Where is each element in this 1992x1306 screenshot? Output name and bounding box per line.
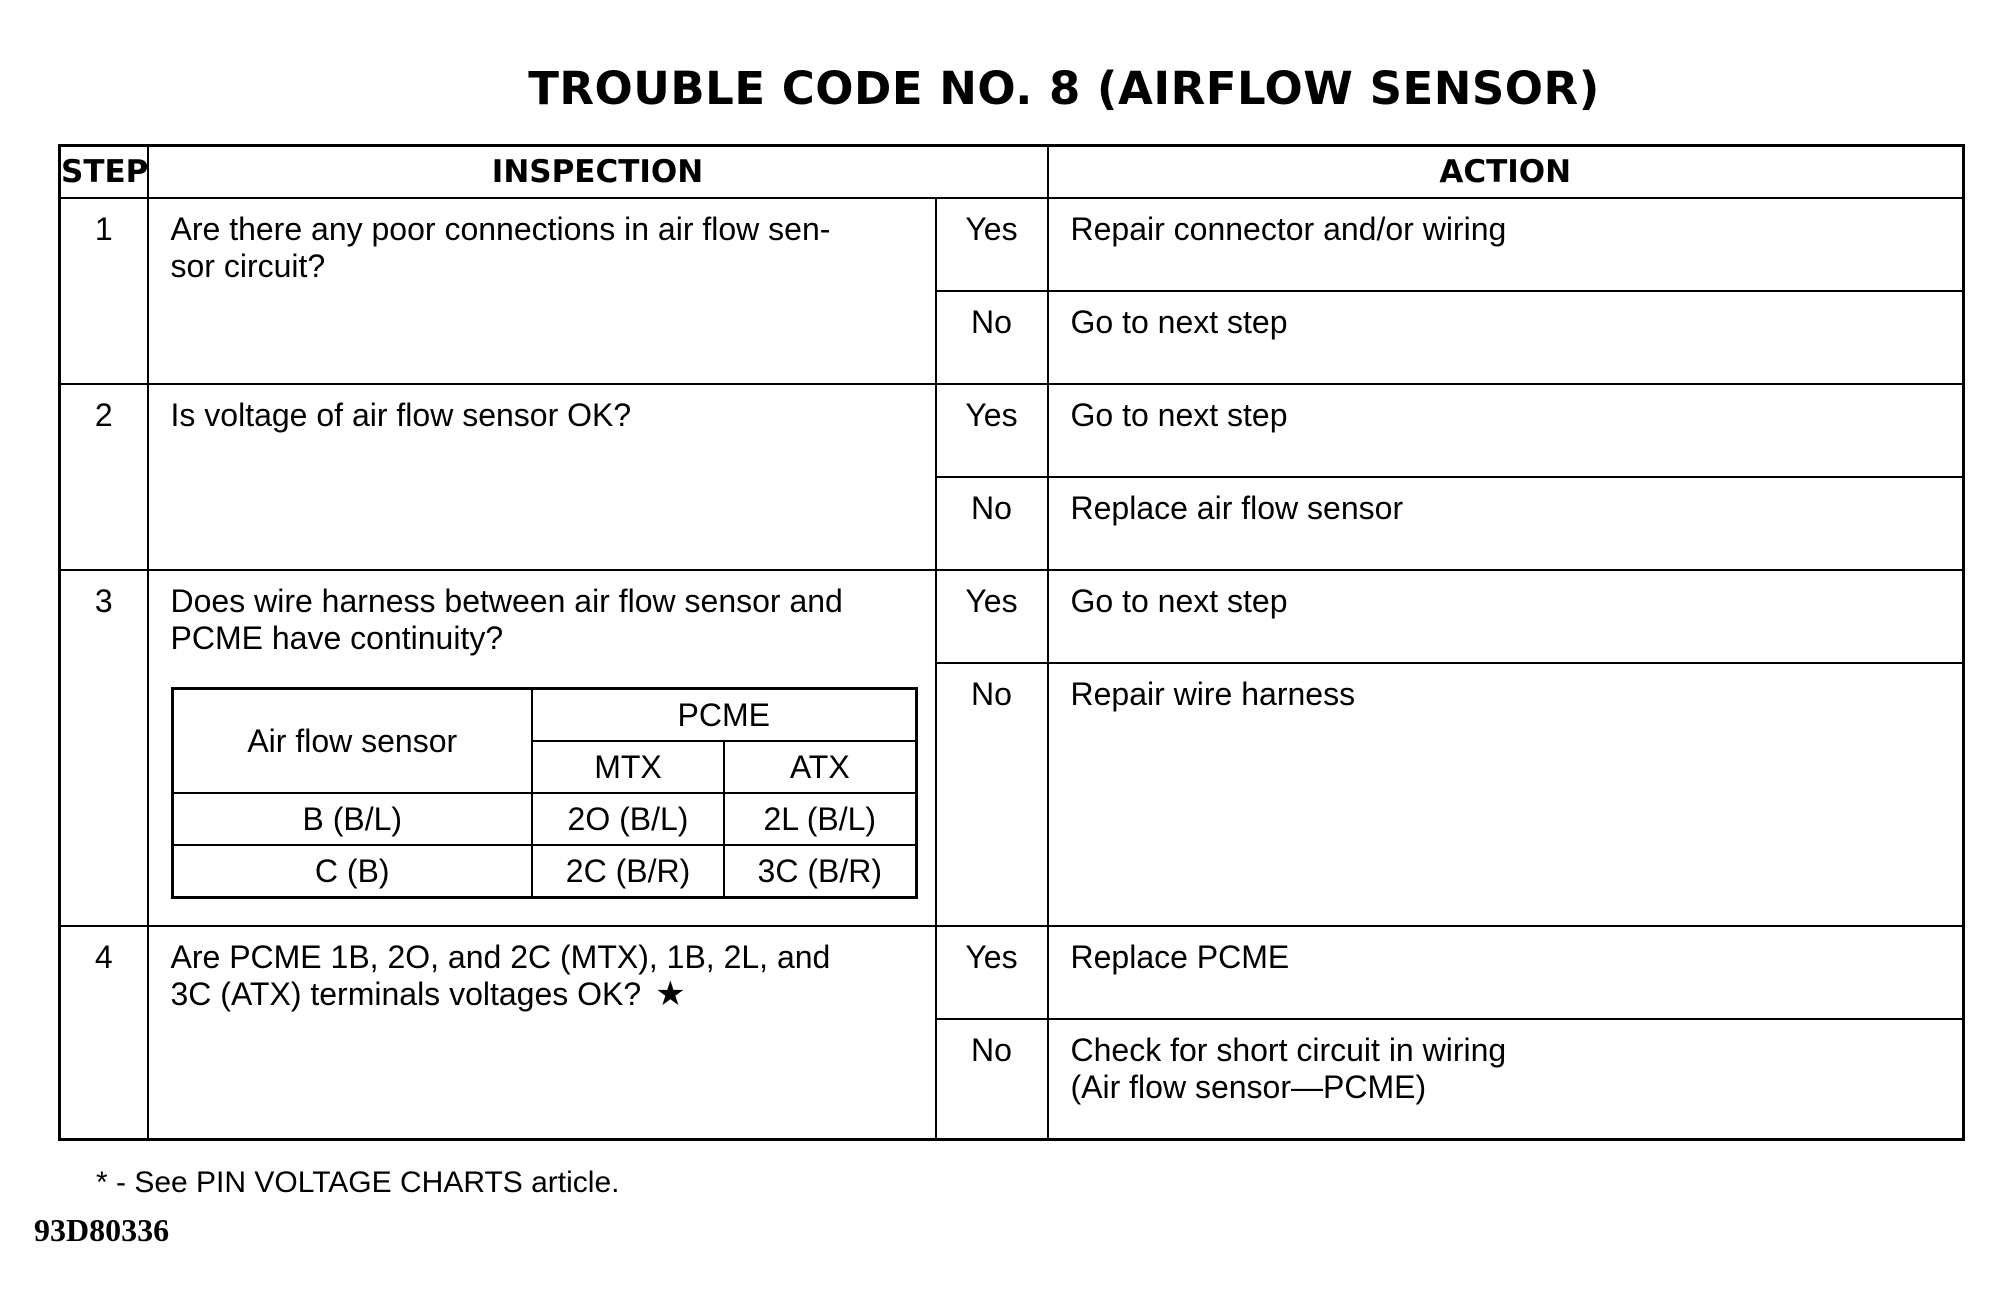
action-header: ACTION	[1048, 146, 1964, 199]
inspection-question: Are there any poor connections in air flow sen- sor circuit?	[148, 198, 936, 384]
no-action: Replace air flow sensor	[1048, 477, 1964, 570]
yes-action: Repair connector and/or wiring	[1048, 198, 1964, 291]
trouble-code-table	[58, 144, 1965, 1141]
mtx-terminal: 2O (B/L)	[532, 793, 724, 845]
no-action: Check for short circuit in wiring (Air flow sensor—PCME)	[1048, 1019, 1964, 1139]
sensor-terminal: B (B/L)	[172, 793, 532, 845]
yes-label: Yes	[936, 384, 1048, 477]
header-row	[60, 146, 1964, 199]
no-action: Go to next step	[1048, 291, 1964, 384]
yes-label: Yes	[936, 198, 1048, 291]
step-number: 4	[60, 926, 148, 1139]
mtx-header: MTX	[532, 741, 724, 793]
inspection-cell	[148, 570, 936, 926]
atx-header: ATX	[724, 741, 916, 793]
continuity-header-row	[172, 689, 916, 742]
yes-label: Yes	[936, 926, 1048, 1019]
atx-terminal: 2L (B/L)	[724, 793, 916, 845]
yes-label: Yes	[936, 570, 1048, 663]
step-header: STEP	[60, 146, 148, 199]
inspection-question: Are PCME 1B, 2O, and 2C (MTX), 1B, 2L, and 3C (ATX) terminals voltages OK?	[170, 939, 831, 1012]
yes-action: Go to next step	[1048, 384, 1964, 477]
table-row	[60, 570, 1964, 663]
mtx-terminal: 2C (B/R)	[532, 845, 724, 898]
inspection-question: Does wire harness between air flow sensor and PCME have continuity?	[170, 583, 843, 656]
table-row	[60, 198, 1964, 291]
table-row	[60, 384, 1964, 477]
continuity-row	[172, 845, 916, 898]
page-title: TROUBLE CODE NO. 8 (AIRFLOW SENSOR)	[528, 62, 1600, 115]
no-action: Repair wire harness	[1048, 663, 1964, 926]
continuity-table	[171, 687, 918, 899]
figure-id: 93D80336	[34, 1212, 170, 1248]
star-icon: ★	[655, 975, 686, 1013]
pcme-header: PCME	[532, 689, 916, 742]
no-label: No	[936, 1019, 1048, 1139]
table-row	[60, 926, 1964, 1019]
step-number: 1	[60, 198, 148, 384]
no-label: No	[936, 663, 1048, 926]
continuity-row	[172, 793, 916, 845]
atx-terminal: 3C (B/R)	[724, 845, 916, 898]
inspection-header: INSPECTION	[148, 146, 1048, 199]
yes-action: Replace PCME	[1048, 926, 1964, 1019]
sensor-header: Air flow sensor	[172, 689, 532, 794]
sensor-terminal: C (B)	[172, 845, 532, 898]
footnote: * - See PIN VOLTAGE CHARTS article.	[96, 1166, 620, 1199]
step-number: 2	[60, 384, 148, 570]
no-label: No	[936, 291, 1048, 384]
inspection-question: Is voltage of air flow sensor OK?	[148, 384, 936, 570]
inspection-cell	[148, 926, 936, 1139]
step-number: 3	[60, 570, 148, 926]
no-label: No	[936, 477, 1048, 570]
yes-action: Go to next step	[1048, 570, 1964, 663]
